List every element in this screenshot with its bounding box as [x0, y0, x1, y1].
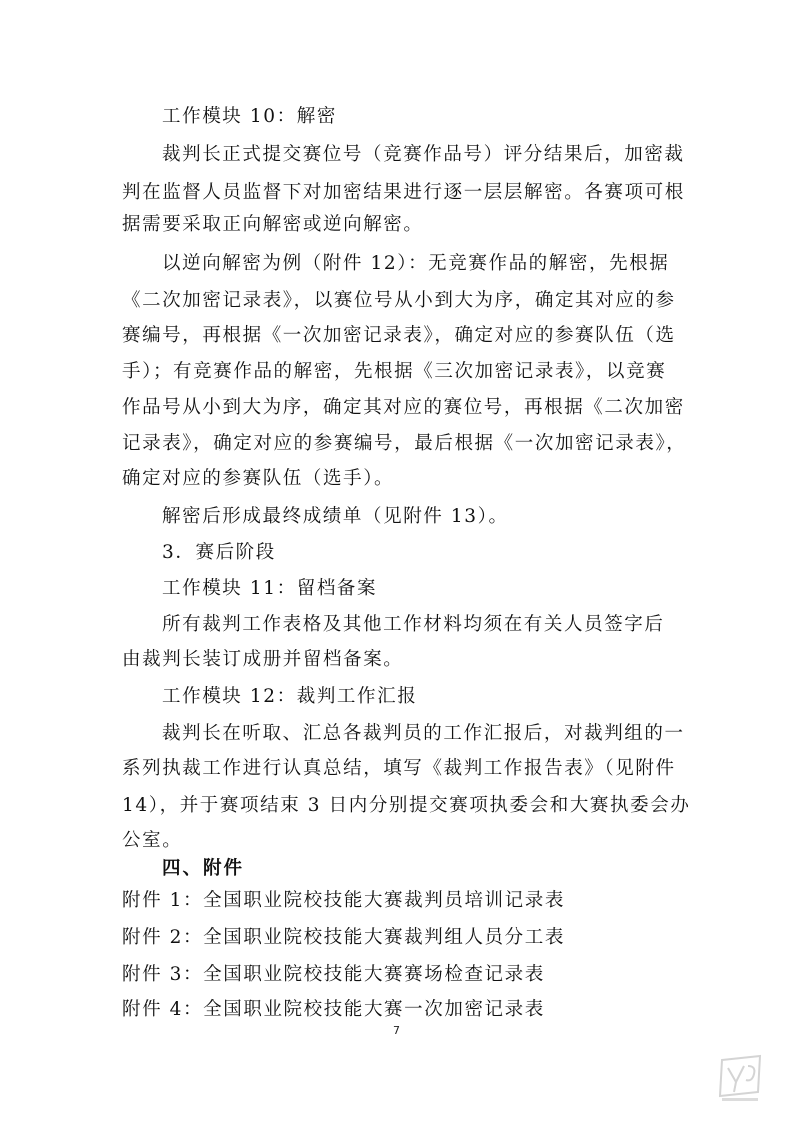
- paragraph-line: 作品号从小到大为序，确定其对应的赛位号，再根据《二次加密: [122, 397, 685, 418]
- section-heading: 3．赛后阶段: [162, 542, 276, 563]
- attachments-heading: 四、附件: [162, 858, 245, 879]
- attachment-item: 附件 1：全国职业院校技能大赛裁判员培训记录表: [122, 890, 565, 911]
- paragraph-line: 记录表》，确定对应的参赛编号，最后根据《一次加密记录表》，: [122, 433, 687, 454]
- paragraph-line: 裁判长在听取、汇总各裁判员的工作汇报后，对裁判组的一: [162, 723, 685, 744]
- paragraph-line: 公室。: [122, 830, 183, 851]
- paragraph-line: 系列执裁工作进行认真总结，填写《裁判工作报告表》（见附件: [122, 758, 676, 779]
- paragraph-line: 以逆向解密为例（附件 12）：无竞赛作品的解密，先根据: [162, 253, 670, 274]
- paragraph-line: 解密后形成最终成绩单（见附件 13）。: [162, 506, 509, 527]
- paragraph-line: 判在监督人员监督下对加密结果进行逐一层层解密。各赛项可根: [122, 182, 685, 203]
- paragraph-line: 裁判长正式提交赛位号（竞赛作品号）评分结果后，加密裁: [162, 144, 685, 165]
- paragraph-line: 所有裁判工作表格及其他工作材料均须在有关人员签字后: [162, 614, 665, 635]
- paragraph-line: 赛编号，再根据《一次加密记录表》，确定对应的参赛队伍（选: [122, 325, 676, 346]
- module-10-heading: 工作模块 10：解密: [162, 106, 337, 127]
- paragraph-line: 14），并于赛项结束 3 日内分别提交赛项执委会和大赛执委会办: [122, 795, 691, 816]
- watermark-logo-icon: [712, 1052, 768, 1104]
- attachment-item: 附件 4：全国职业院校技能大赛一次加密记录表: [122, 999, 545, 1020]
- module-11-heading: 工作模块 11：留档备案: [162, 578, 378, 599]
- page-number: 7: [393, 1024, 400, 1037]
- paragraph-line: 确定对应的参赛队伍（选手）。: [122, 468, 395, 489]
- paragraph-line: 由裁判长装订成册并留档备案。: [122, 649, 404, 670]
- paragraph-line: 《二次加密记录表》，以赛位号从小到大为序，确定其对应的参: [122, 290, 676, 311]
- module-12-heading: 工作模块 12：裁判工作汇报: [162, 686, 418, 707]
- paragraph-line: 手）；有竞赛作品的解密，先根据《三次加密记录表》，以竞赛: [122, 361, 667, 382]
- attachment-item: 附件 2：全国职业院校技能大赛裁判组人员分工表: [122, 927, 565, 948]
- paragraph-line: 据需要采取正向解密或逆向解密。: [122, 214, 424, 235]
- attachment-item: 附件 3：全国职业院校技能大赛赛场检查记录表: [122, 964, 545, 985]
